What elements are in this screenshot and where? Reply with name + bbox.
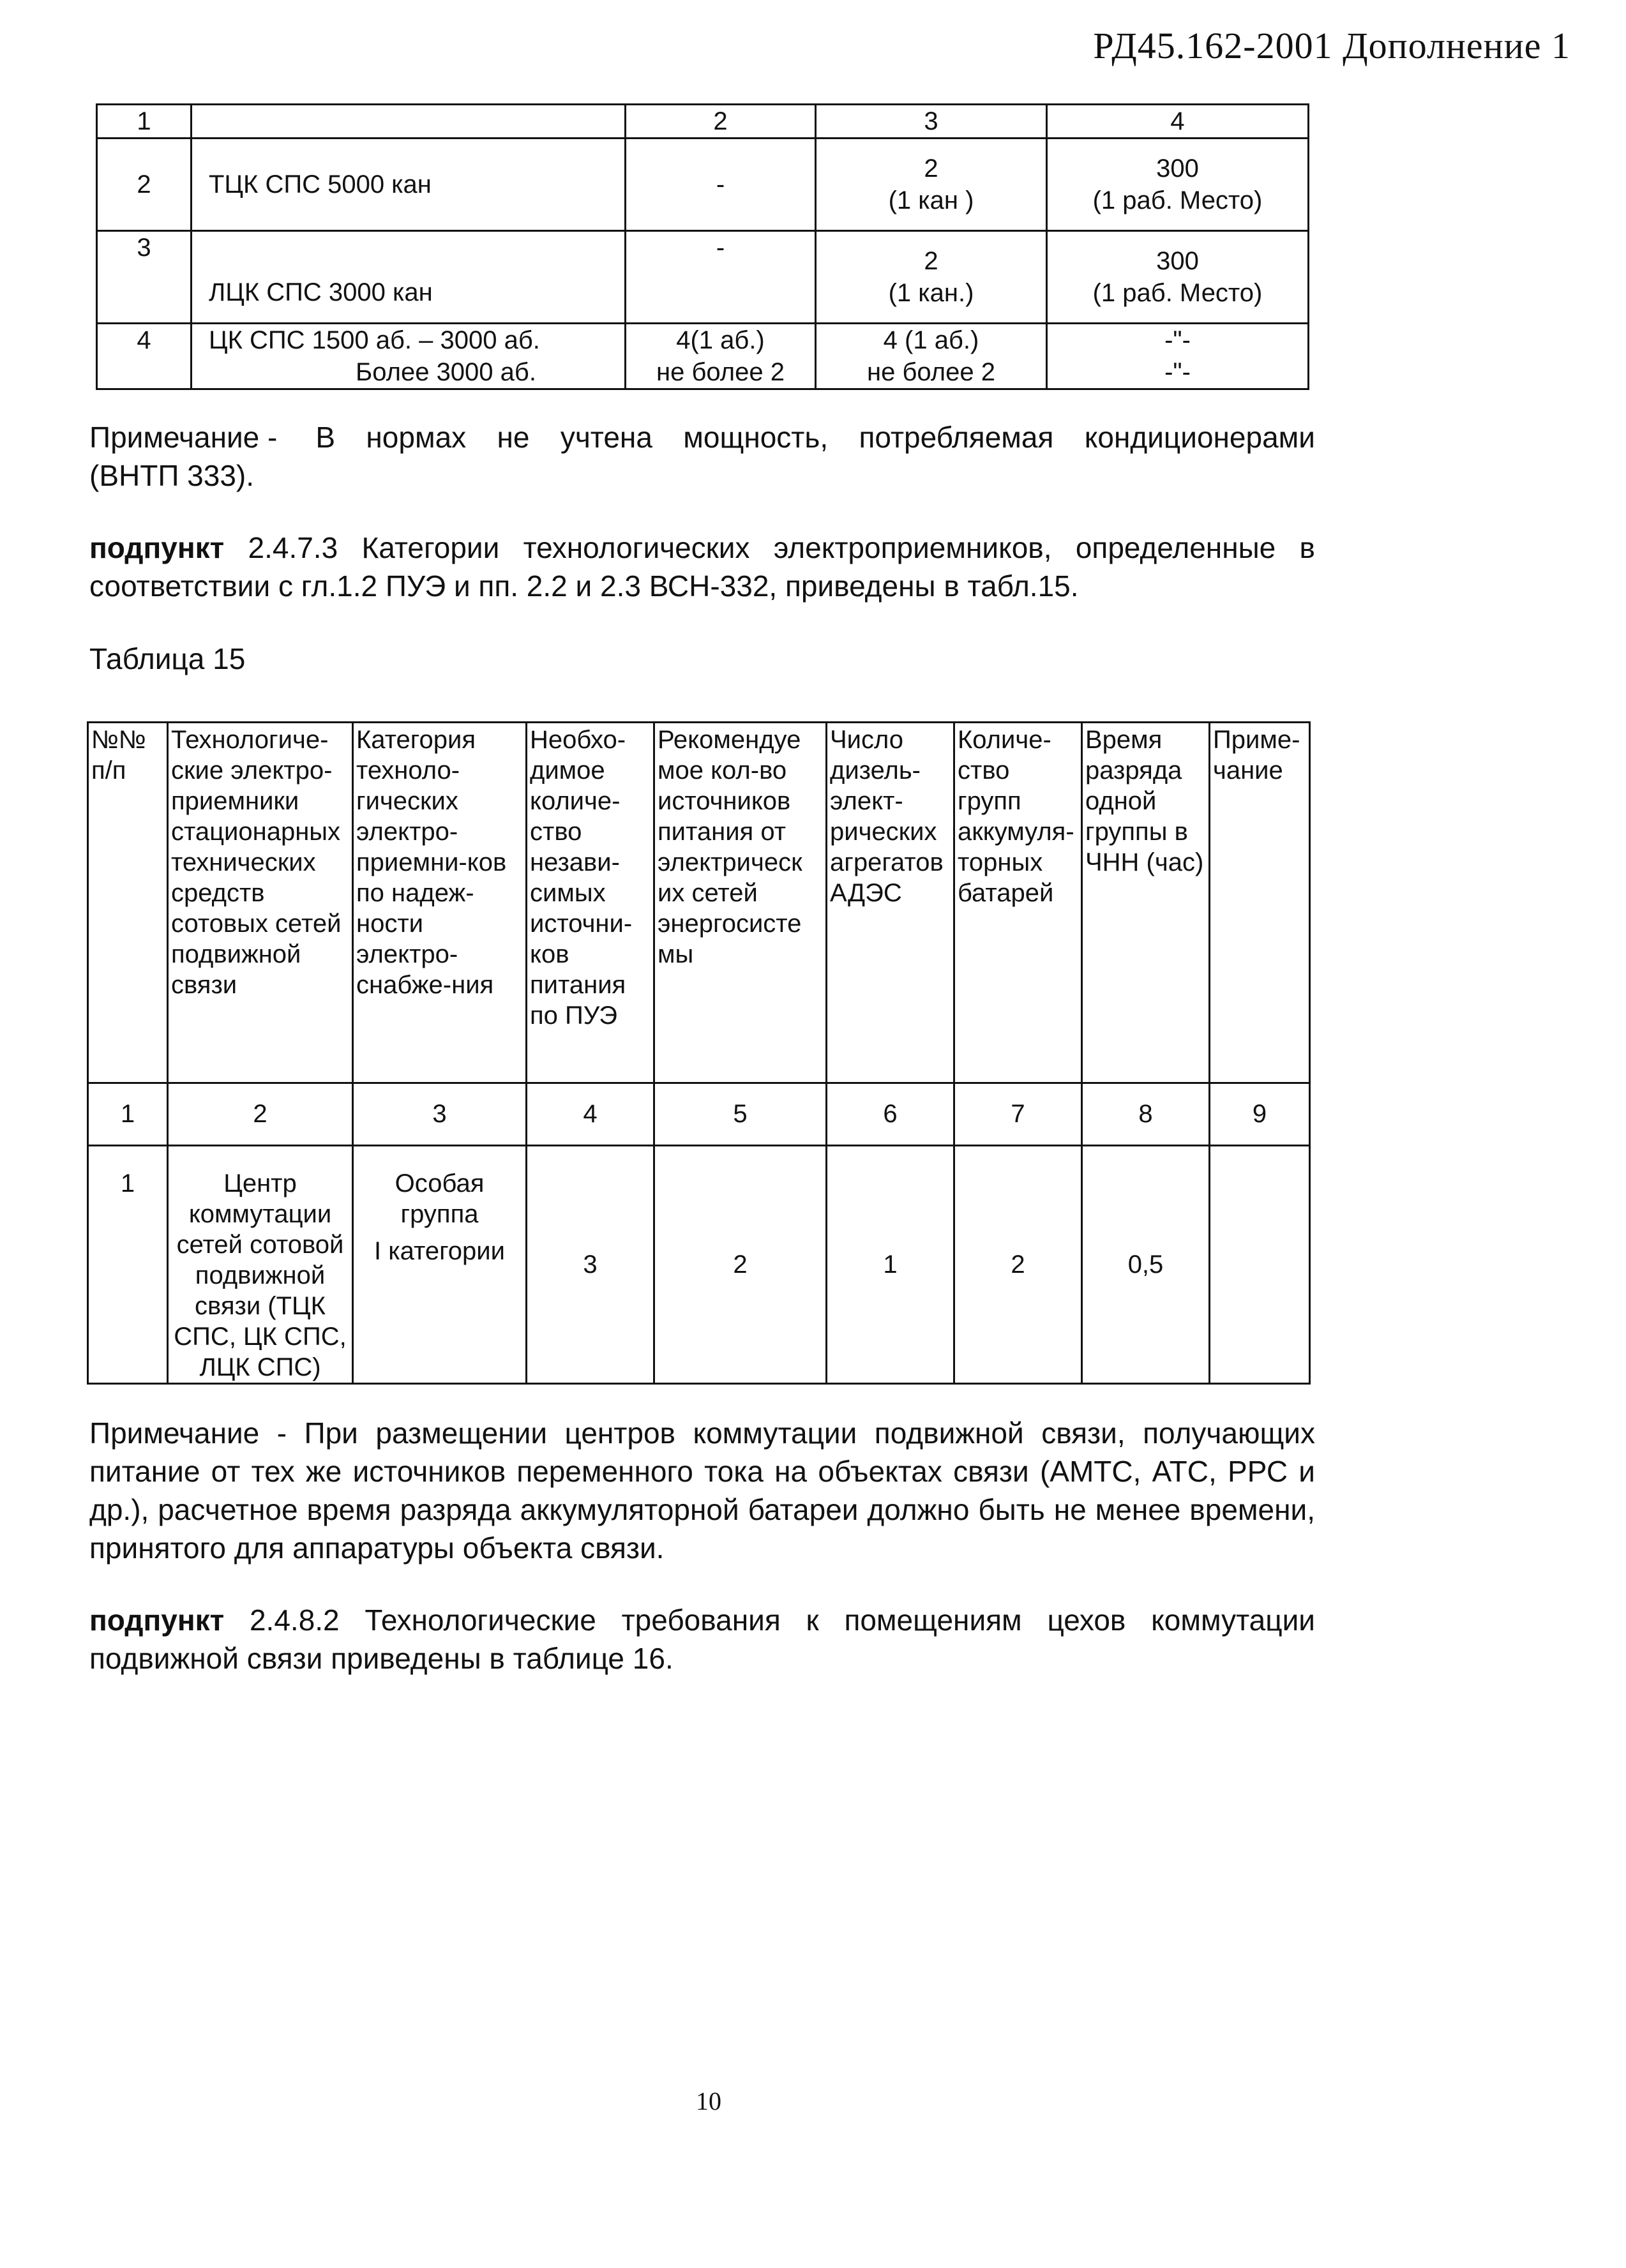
page-number: 10 [696,2087,721,2115]
row-value: 300 [1156,154,1199,183]
table-cell [816,139,1047,231]
row-value: 2 [924,247,938,275]
row-name: ТЦК СПС 5000 кан [209,170,432,199]
table-cell [97,231,192,324]
table-cell [353,1146,527,1384]
table-14-continuation [96,103,1309,390]
column-header: Количе-ство групп аккумуля-торных батарей [954,723,1082,1083]
subpoint-label: подпункт [89,1603,225,1637]
table-cell [168,1146,353,1384]
table-cell [816,231,1047,324]
row-value: (1 кан.) [888,279,974,307]
row-value: 0,5 [1127,1250,1164,1279]
row-value: (1 раб. Место) [1092,279,1263,307]
table-cell [192,324,626,389]
subpoint-text: 2.4.7.3 Категории технологических электроприемников, определенные в соответствии с гл.1.2 ПУЭ и пп. 2.2 и 2.3 ВСН-332, приведены в табл.15. [89,531,1315,603]
row-value: (1 кан ) [888,186,974,214]
table-cell [1047,324,1309,389]
table-cell [527,1146,654,1384]
table-head-cell: 2 [626,105,816,139]
table-cell [97,139,192,231]
row-number: 4 [137,326,151,354]
row-number: 1 [120,1169,135,1198]
column-number: 3 [353,1083,527,1146]
table-cell [192,139,626,231]
row-number: 3 [137,234,151,262]
row-value: 2 [733,1250,748,1279]
table-row [88,1146,1310,1384]
table-head-cell: 3 [816,105,1047,139]
note-2: Примечание - При размещении центров коммутации подвижной связи, получающих питание от тех же источников переменного тока на объектах связи (АМТС, АТС, РРС и др.), расчетное время разряда аккумуляторной батареи должно быть не менее времени, принятого для аппаратуры объекта связи. [89,1416,1315,1565]
column-header: Категория техноло-гических электро-приемни-ков по надеж-ности электро-снабже-ния [353,723,527,1083]
row-value: - [716,234,725,262]
row-value: -"- [1164,358,1191,386]
row-name: Центр коммутации сетей сотовой подвижной связи (ТЦК СПС, ЦК СПС, ЛЦК СПС) [174,1169,347,1381]
table-row [97,105,1309,139]
column-header: Число дизель-элект-рических агрегатов АДЭС [827,723,954,1083]
row-value: не более 2 [867,358,995,386]
row-name: Более 3000 аб. [356,358,536,386]
table-row [97,139,1309,231]
row-value: 4 (1 аб.) [883,326,979,354]
table-head-cell: 1 [97,105,192,139]
row-value: - [716,170,725,199]
table-row [97,231,1309,324]
row-category: Особая группа [395,1169,485,1228]
column-number: 2 [168,1083,353,1146]
table-cell [654,1146,827,1384]
column-number: 4 [527,1083,654,1146]
table-row [97,324,1309,389]
table-cell [192,231,626,324]
table-cell [1047,231,1309,324]
subpoint-label: подпункт [89,531,225,564]
row-value: не более 2 [656,358,785,386]
column-number: 9 [1210,1083,1310,1146]
table-cell [1047,139,1309,231]
row-number: 2 [137,170,151,199]
note-1 [89,418,1315,495]
row-value: (1 раб. Место) [1092,186,1263,214]
row-name: ЛЦК СПС 3000 кан [209,278,433,306]
row-category: I категории [374,1237,505,1265]
table-cell [1210,1146,1310,1384]
row-value: 3 [583,1250,598,1279]
column-header: Рекомендуе мое кол-во источников питания от электрическ их сетей энергосисте мы [654,723,827,1083]
table-cell [97,324,192,389]
subpoint-2-4-8-2 [89,1601,1315,1678]
table-15-caption: Таблица 15 [89,642,246,675]
column-number: 1 [88,1083,168,1146]
note-text-continued: (ВНТП 333). [89,459,255,492]
table-cell [626,231,816,324]
table-header-row [88,723,1310,1083]
row-value: 4(1 аб.) [676,326,765,354]
table-row [88,1083,1310,1146]
column-number: 7 [954,1083,1082,1146]
column-header: Необхо-димое количе-ство незави-симых источни-ков питания по ПУЭ [527,723,654,1083]
subpoint-text: 2.4.8.2 Технологические требования к помещениям цехов коммутации подвижной связи приведены в таблице 16. [89,1603,1315,1675]
column-number: 6 [827,1083,954,1146]
table-cell [954,1146,1082,1384]
row-value: 300 [1156,247,1199,275]
document-header: РД45.162-2001 Дополнение 1 [1093,25,1570,66]
note-text: В нормах не учтена мощность, потребляемая кондиционерами [315,421,1315,454]
subpoint-2-4-7-3 [89,529,1315,605]
row-value: 1 [883,1250,898,1279]
row-value: 2 [924,154,938,183]
table-head-cell [192,105,626,139]
table-cell [626,139,816,231]
row-value: -"- [1164,326,1191,354]
table-15 [87,721,1311,1385]
table-cell [1082,1146,1210,1384]
table-cell [816,324,1047,389]
table-cell [88,1146,168,1384]
table-head-cell: 4 [1047,105,1309,139]
column-header: Технологиче-ские электро-приемники стационарных технических средств сотовых сетей подвижной связи [168,723,353,1083]
table-cell [626,324,816,389]
table-cell [827,1146,954,1384]
column-number: 5 [654,1083,827,1146]
column-header: №№ п/п [88,723,168,1083]
column-number: 8 [1082,1083,1210,1146]
column-header: Приме-чание [1210,723,1310,1083]
note-label: Примечание - [89,421,278,454]
row-value: 2 [1011,1250,1025,1279]
column-header: Время разряда одной группы в ЧНН (час) [1082,723,1210,1083]
row-name: ЦК СПС 1500 аб. – 3000 аб. [209,326,540,354]
